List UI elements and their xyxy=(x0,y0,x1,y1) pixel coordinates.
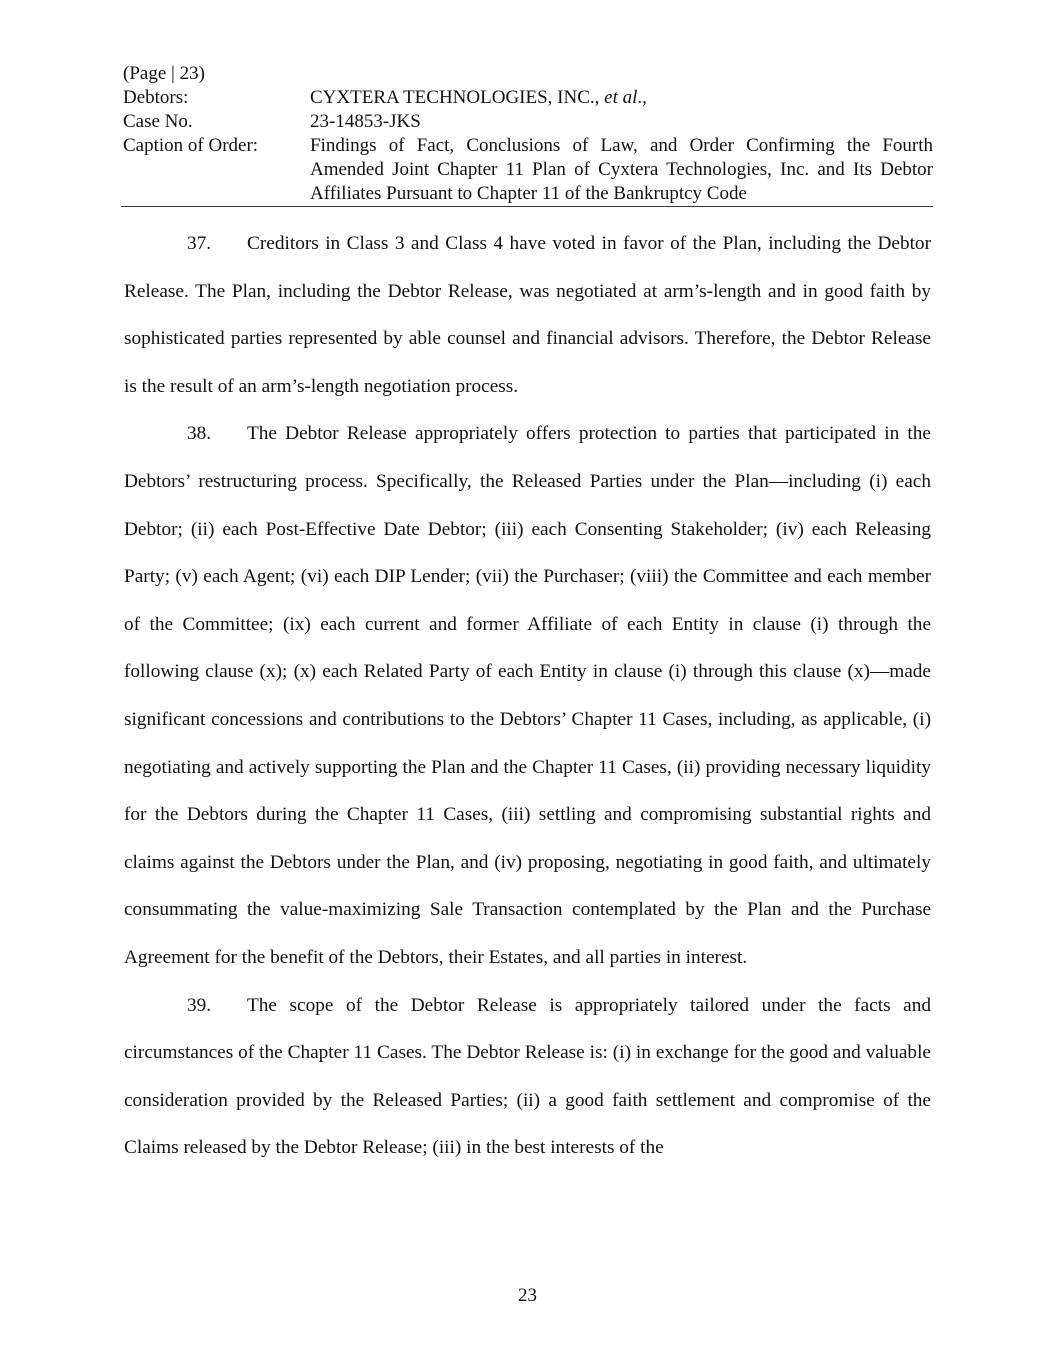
paragraph-text: The scope of the Debtor Release is appropriately tailored under the facts and circumstances of the Chapter 11 Cases. The Debtor Release is: (i) in exchange for the good and valuable consideration provided by the Released Parties; (ii) a good faith settlement and compromise of the Claims released by the Debtor Release; (iii) in the best interests of the xyxy=(124,994,931,1159)
paragraph-39 xyxy=(124,982,931,1172)
debtors-suffix: ., xyxy=(637,87,647,108)
header-divider xyxy=(121,206,933,207)
caption-value: Findings of Fact, Conclusions of Law, and Order Confirming the Fourth Amended Joint Chapter 11 Plan of Cyxtera Technologies, Inc. and Its Debtor Affiliates Pursuant to Chapter 11 of the Bankruptcy Code xyxy=(310,135,933,204)
debtors-etal: et al xyxy=(604,87,638,108)
page-number: 23 xyxy=(518,1285,537,1306)
debtors-name: CYXTERA TECHNOLOGIES, INC., xyxy=(310,87,600,108)
case-label: Case No. xyxy=(123,111,193,132)
caption-label: Caption of Order: xyxy=(123,135,259,156)
debtors-label: Debtors: xyxy=(123,87,189,108)
paragraph-number: 39. xyxy=(187,994,212,1016)
caption-row xyxy=(123,134,933,206)
document-body xyxy=(124,220,931,1172)
paragraph-text: The Debtor Release appropriately offers protection to parties that participated in the Debtors’ restructuring process. Specifically, the Released Parties under the Plan—including (i) each Debtor; (ii) each Post-Effective Date Debtor; (iii) each Consenting Stakeholder; (iv) each Releasing Party; (v) each Agent; (vi) each DIP Lender; (vii) the Purchaser; (viii) the Committee and each member of the Committee; (ix) each current and former Affiliate of each Entity in clause (i) through the following clause (x); (x) each Related Party of each Entity in clause (i) through this clause (x)—made significant concessions and contributions to the Debtors’ Chapter 11 Cases, including, as applicable, (i) negotiating and actively supporting the Plan and the Chapter 11 Cases, (ii) providing necessary liquidity for the Debtors during the Chapter 11 Cases, (iii) settling and compromising substantial rights and claims against the Debtors under the Plan, and (iv) proposing, negotiating in good faith, and ultimately consummating the value-maximizing Sale Transaction contemplated by the Plan and the Purchase Agreement for the benefit of the Debtors, their Estates, and all parties in interest. xyxy=(124,423,931,968)
paragraph-number: 38. xyxy=(187,423,212,445)
case-row xyxy=(123,110,933,134)
debtors-value xyxy=(310,86,933,110)
paragraph-number: 37. xyxy=(187,233,212,254)
document-header xyxy=(123,62,933,206)
case-number: 23-14853-JKS xyxy=(310,111,421,132)
debtors-row xyxy=(123,86,933,110)
paragraph-37 xyxy=(124,220,931,410)
page-reference: (Page | 23) xyxy=(123,63,205,84)
paragraph-38 xyxy=(124,410,931,981)
paragraph-text: Creditors in Class 3 and Class 4 have voted in favor of the Plan, including the Debtor Release. The Plan, including the Debtor Release, was negotiated at arm’s-length and in good faith by sophisticated parties represented by able counsel and financial advisors. Therefore, the Debtor Release is the result of an arm’s-length negotiation process. xyxy=(124,233,931,397)
